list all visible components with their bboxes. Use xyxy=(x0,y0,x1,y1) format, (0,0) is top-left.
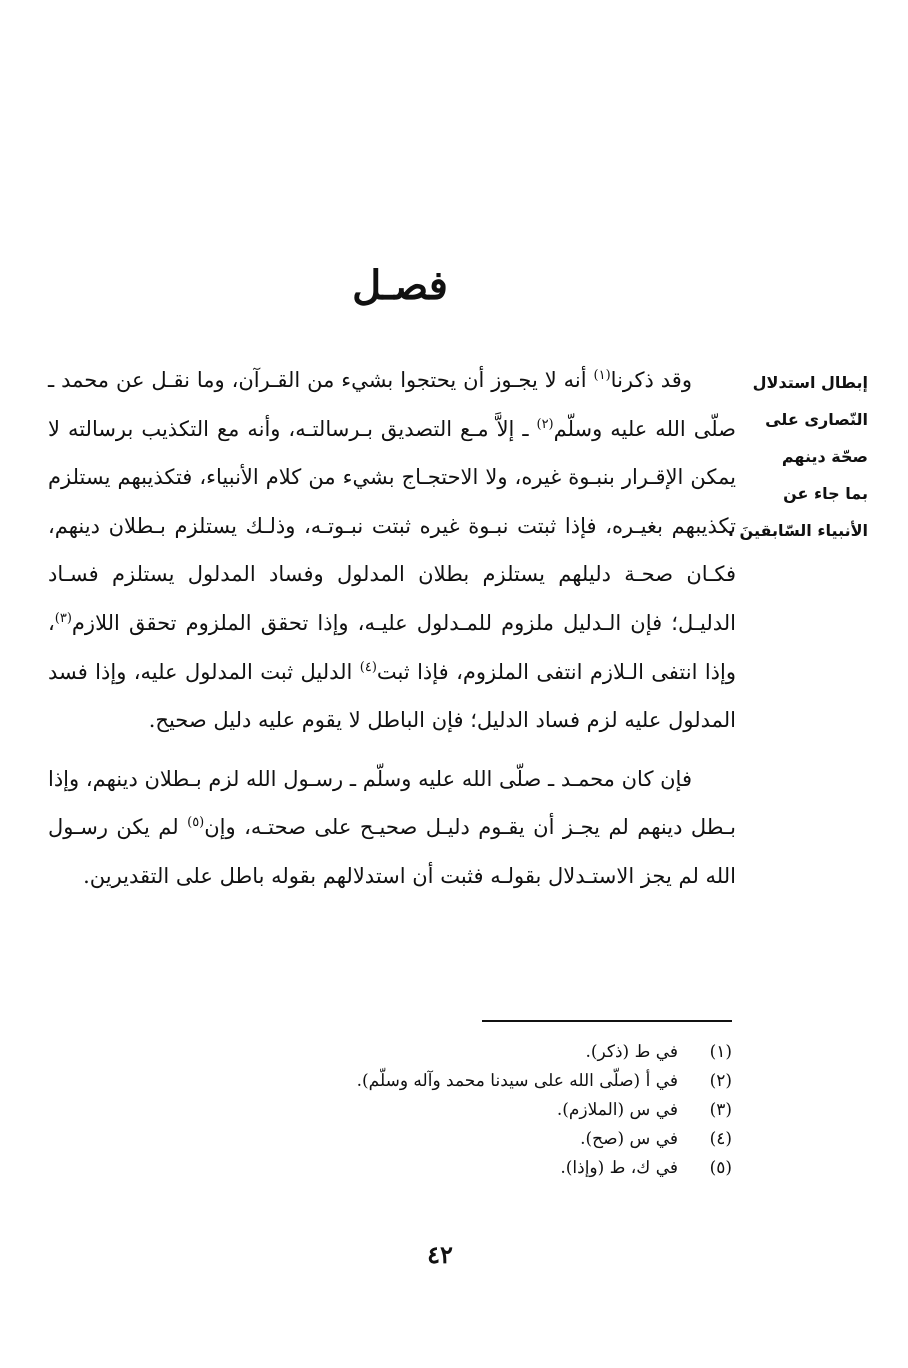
section-title: فصـل xyxy=(352,262,448,309)
margin-note-line: الأنبياء السّابقينَ . xyxy=(727,521,868,540)
footnote-text: في ك، ط (وإذا). xyxy=(560,1158,678,1178)
footnote-item xyxy=(232,1067,732,1096)
footnote-text: في س (الملازم). xyxy=(556,1100,678,1120)
footnote-ref: (٢) xyxy=(536,416,554,432)
footnote-text: في س (صح). xyxy=(580,1129,678,1149)
footnote-item xyxy=(232,1038,732,1067)
footnote-number: (٢) xyxy=(709,1071,732,1091)
footnote-text: في أ (صلّى الله على سيدنا محمد وآله وسلّم). xyxy=(356,1071,678,1091)
body-text xyxy=(48,356,736,901)
paragraph-text: الدليل ثبت المدلول عليه، وإذا فسد المدلول عليه لزم فساد الدليل؛ فإن الباطل لا يقوم عليه دليل صحيح. xyxy=(48,659,736,733)
footnote-item xyxy=(232,1096,732,1125)
paragraph-2 xyxy=(48,755,736,901)
paragraph-text: وقد ذكرنا xyxy=(610,368,692,392)
margin-note-line: صحّة دينهم xyxy=(781,447,868,466)
footnote-text: في ط (ذكر). xyxy=(585,1042,678,1062)
footnote-number: (٣) xyxy=(709,1100,732,1120)
margin-note-line: بما جاء عن xyxy=(783,484,868,503)
footnote-divider xyxy=(482,1020,732,1022)
margin-note xyxy=(727,364,868,549)
footnote-number: (١) xyxy=(709,1042,732,1062)
paragraph-text: ـ إلاَّ مـع التصديق بـرسالتـه، وأنه مع التكذيب برسالته لا يمكن الإقـرار بنبـوة غيره، ولا الاحتجـاج بشيء من كلام الأنبياء، فتكذيبهم يستلزم تكذيبهم بغيـره، فإذا ثبتت نبـوة غيره ثبتت نبـوتـه، وذلـك يستلزم بـطلان دينهم، فكـان صحـة دليلهم يستلزم بطلان المدلول وفساد المدلول يستلزم فسـاد الدليـل؛ فإن الـدليل ملزوم للمـدلول عليـه، وإذا تحقق الملزوم تحقق اللازم xyxy=(48,416,736,635)
footnote-item xyxy=(232,1154,732,1183)
footnote-ref: (١) xyxy=(593,368,611,383)
footnote-number: (٤) xyxy=(709,1129,732,1149)
footnote-ref: (٣) xyxy=(54,610,72,626)
footnote-item xyxy=(232,1125,732,1154)
page-number: ٤٢ xyxy=(427,1240,453,1269)
paragraph-text: لم يكن رسـول الله لم يجز الاستـدلال بقولـه فثبت أن استدلالهم بقوله باطل على التقديرين. xyxy=(48,815,736,888)
footnotes xyxy=(232,1038,732,1183)
footnote-number: (٥) xyxy=(709,1158,732,1178)
margin-note-line: إبطال استدلال xyxy=(752,373,868,392)
paragraph-text: فإن كان محمـد ـ صلّى الله عليه وسلّم ـ رسـول الله لزم بـطلان دينهم، وإذا بـطل دينهم لم يجـز أن يقـوم دليـل صحيـح على صحتـه، وإن xyxy=(48,766,737,840)
footnote-ref: (٤) xyxy=(359,659,377,675)
paragraph-text: أنه لا يجـوز أن يحتجوا بشيء من القـرآن، وما نقـل عن محمد ـ صلّى الله عليه وسلّم xyxy=(48,368,737,441)
paragraph-text: ، وإذا انتفى الـلازم انتفى الملزوم، فإذا ثبت xyxy=(48,610,736,684)
margin-note-line: النّصارى على xyxy=(765,410,868,429)
paragraph-1 xyxy=(48,356,736,745)
footnote-ref: (٥) xyxy=(187,815,205,831)
